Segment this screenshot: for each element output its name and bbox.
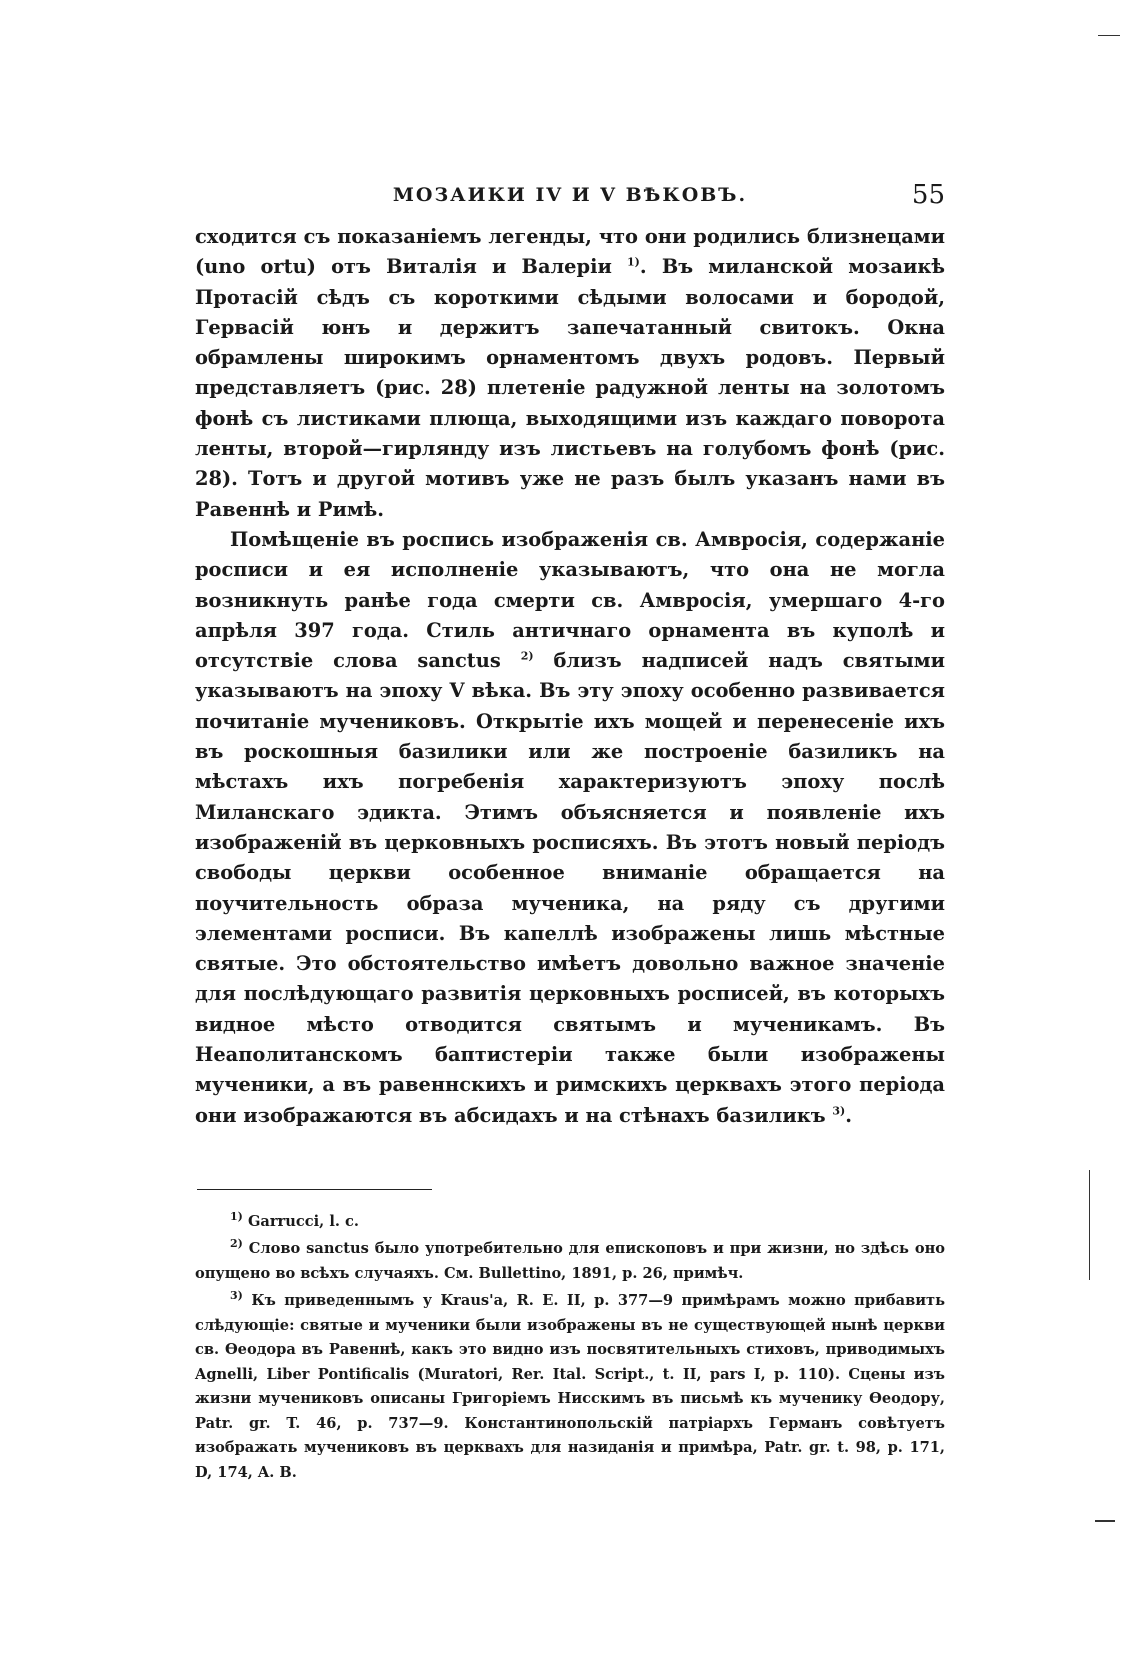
footnote-2 xyxy=(195,1237,945,1286)
footnote-ref-3: 3) xyxy=(832,1104,846,1118)
paragraph-1-part-1: сходится съ показаніемъ легенды, что они родились близнецами (uno ortu) отъ Виталія и Валеріи xyxy=(195,225,945,279)
paragraph-2-part-2: близъ надписей надъ святыми указываютъ на эпоху V вѣка. Въ эту эпоху особенно развивается почитаніе мучениковъ. Открытіе ихъ мощей и перенесеніе ихъ въ роскошныя базилики или же построеніе базиликъ на мѣстахъ ихъ погребенія характеризуютъ эпоху послѣ Миланскаго эдикта. Этимъ объясняется и появленіе ихъ изображеній въ церковныхъ росписяхъ. Въ этотъ новый періодъ свободы церкви особенное вниманіе обращается на поучительность образа мученика, на ряду съ другими элементами росписи. Въ капеллѣ изображены лишь мѣстные святые. Это обстоятельство имѣетъ довольно важное значеніе для послѣдующаго развитія церковныхъ росписей, въ которыхъ видное мѣсто отводится святымъ и мученикамъ. Въ Неаполитанскомъ баптистеріи также были изображены мученики, а въ равеннскихъ и римскихъ церквахъ этого періода они изображаются въ абсидахъ и на стѣнахъ базиликъ xyxy=(195,649,945,1127)
footnote-3-marker: 3) xyxy=(230,1289,243,1303)
paragraph-1 xyxy=(195,222,945,525)
footnote-ref-2: 2) xyxy=(520,649,534,663)
scan-edge-mark-top xyxy=(1098,35,1120,36)
footnote-1 xyxy=(195,1210,945,1235)
page-number: 55 xyxy=(911,180,945,210)
footnote-2-marker: 2) xyxy=(230,1237,243,1251)
running-title: МОЗАИКИ IV И V ВѢКОВЪ. xyxy=(392,184,748,206)
scan-edge-mark-side xyxy=(1089,1170,1090,1280)
footnote-2-text: Слово sanctus было употребительно для епископовъ и при жизни, но здѣсь оно опущено во всѣхъ случаяхъ. См. Bullettino, 1891, p. 26, примѣч. xyxy=(195,1240,945,1282)
paragraph-1-part-2: . Въ миланской мозаикѣ Протасій сѣдъ съ короткими сѣдыми волосами и бородой, Гервасій юнъ и держитъ запечатанный свитокъ. Окна обрамлены широкимъ орнаментомъ двухъ родовъ. Первый представляетъ (рис. 28) плетеніе радужной ленты на золотомъ фонѣ съ листиками плюща, выходящими изъ каждаго поворота ленты, второй—гирлянду изъ листьевъ на голубомъ фонѣ (рис. 28). Тотъ и другой мотивъ уже не разъ былъ указанъ нами въ Равеннѣ и Римѣ. xyxy=(195,255,945,521)
running-head xyxy=(195,180,945,216)
footnote-3-text: Къ приведеннымъ у Kraus'a, R. E. II, p. 377—9 примѣрамъ можно прибавить слѣдующіе: святые и мученики были изображены въ не существующей нынѣ церкви св. Ѳеодора въ Равеннѣ, какъ это видно изъ посвятительныхъ стиховъ, приводимыхъ Agnelli, Liber Pontificalis (Muratori, Rer. Ital. Script., t. II, pars I, p. 110). Сцены изъ жизни мучениковъ описаны Григоріемъ Нисскимъ въ письмѣ къ мученику Ѳеодору, Patr. gr. T. 46, p. 737—9. Константинопольскій патріархъ Германъ совѣтуетъ изображать мучениковъ въ церквахъ для назиданія и примѣра, Patr. gr. t. 98, p. 171, D, 174, A. B. xyxy=(195,1292,945,1481)
body-text xyxy=(195,222,945,1131)
footnote-rule xyxy=(197,1189,432,1190)
paragraph-2 xyxy=(195,525,945,1131)
paragraph-2-part-3: . xyxy=(845,1103,852,1127)
footnote-3 xyxy=(195,1289,945,1485)
book-page xyxy=(195,180,945,1488)
footnote-1-marker: 1) xyxy=(230,1210,243,1224)
scan-edge-mark-bottom xyxy=(1095,1520,1115,1522)
paragraph-2-part-1: Помѣщеніе въ роспись изображенія св. Амвросія, содержаніе росписи и ея исполненіе указываютъ, что она не могла возникнуть ранѣе года смерти св. Амвросія, умершаго 4-го апрѣля 397 года. Стиль античнаго орнамента въ куполѣ и отсутствіе слова sanctus xyxy=(195,527,945,673)
footnote-1-text: Garrucci, l. c. xyxy=(247,1212,360,1230)
footnotes xyxy=(195,1210,945,1486)
footnote-ref-1: 1) xyxy=(627,255,640,269)
